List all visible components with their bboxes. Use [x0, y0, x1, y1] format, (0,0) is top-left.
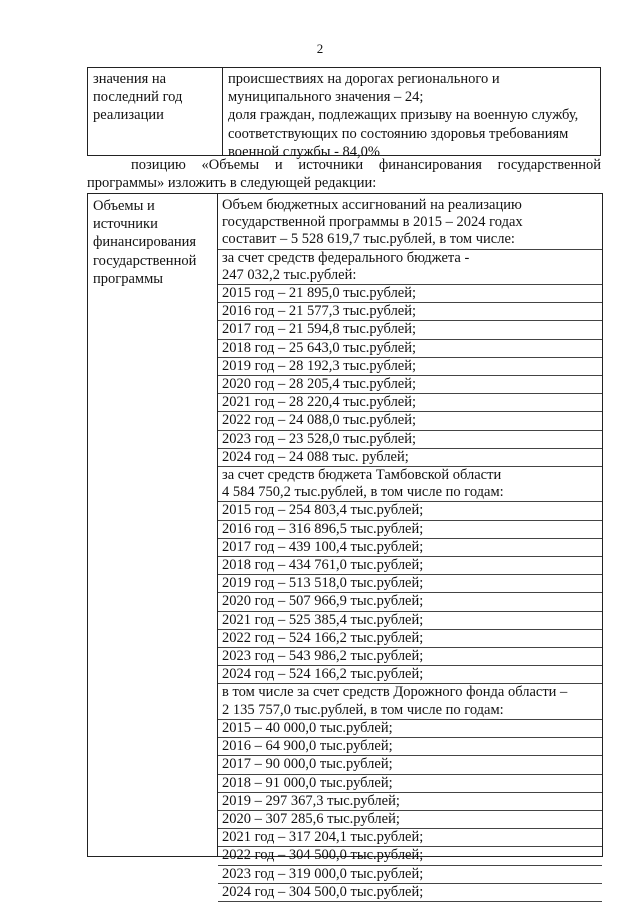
indicator-value-cell	[223, 68, 600, 160]
indicator-value-line: военной службы - 84,0%	[228, 143, 380, 160]
funding-line: 2017 год – 21 594,8 тыс.рублей;	[218, 321, 602, 339]
funding-line: 2020 год – 507 966,9 тыс.рублей;	[218, 593, 602, 611]
funding-line: 4 584 750,2 тыс.рублей, в том числе по годам:	[218, 484, 602, 502]
funding-line: 2023 год – 543 986,2 тыс.рублей;	[218, 648, 602, 666]
indicators-table-fragment	[87, 67, 601, 160]
intro-line-1: позицию «Объемы и источники финансирования государственной	[131, 157, 601, 173]
funding-line: 2019 год – 28 192,3 тыс.рублей;	[218, 358, 602, 376]
funding-label-cell	[88, 194, 218, 856]
funding-line: 2024 год – 304 500,0 тыс.рублей;	[218, 884, 602, 902]
indicator-label-cell	[88, 68, 223, 155]
funding-line: 2024 год – 524 166,2 тыс.рублей;	[218, 666, 602, 684]
funding-line: 2024 год – 24 088 тыс. рублей;	[218, 449, 602, 467]
funding-line: составит – 5 528 619,7 тыс.рублей, в том числе:	[218, 231, 602, 249]
funding-line: 2018 – 91 000,0 тыс.рублей;	[218, 775, 602, 793]
page-number: 2	[316, 41, 324, 56]
funding-line: 2021 год – 525 385,4 тыс.рублей;	[218, 612, 602, 630]
funding-label-line: государственной	[93, 252, 197, 269]
funding-line: 2016 год – 21 577,3 тыс.рублей;	[218, 303, 602, 321]
indicator-label-line: реализации	[93, 107, 164, 124]
funding-line: 2017 – 90 000,0 тыс.рублей;	[218, 756, 602, 774]
funding-line: 2016 год – 316 896,5 тыс.рублей;	[218, 521, 602, 539]
indicator-value-line: происшествиях на дорогах регионального и	[228, 71, 500, 87]
funding-line: 2016 – 64 900,0 тыс.рублей;	[218, 738, 602, 756]
funding-line: государственной программы в 2015 – 2024 годах	[222, 214, 523, 231]
funding-line: 2022 год – 304 500,0 тыс.рублей;	[218, 847, 602, 865]
funding-line: 2 135 757,0 тыс.рублей, в том числе по годам:	[218, 702, 602, 720]
funding-line: Объем бюджетных ассигнований на реализацию	[222, 197, 522, 213]
funding-line: 2022 год – 524 166,2 тыс.рублей;	[218, 630, 602, 648]
funding-line: 2015 год – 21 895,0 тыс.рублей;	[218, 285, 602, 303]
funding-line: 2019 год – 513 518,0 тыс.рублей;	[218, 575, 602, 593]
funding-line: в том числе за счет средств Дорожного фонда области –	[222, 684, 568, 701]
funding-line: 2021 год – 28 220,4 тыс.рублей;	[218, 394, 602, 412]
indicator-value-line: соответствующих по состоянию здоровья требованиям	[228, 125, 569, 142]
funding-line: 2018 год – 25 643,0 тыс.рублей;	[218, 340, 602, 358]
funding-line: 2015 – 40 000,0 тыс.рублей;	[218, 720, 602, 738]
funding-label-line: источники	[93, 216, 158, 233]
indicator-label-line: значения на	[93, 71, 167, 87]
funding-line: 2020 – 307 285,6 тыс.рублей;	[218, 811, 602, 829]
indicator-value-line: муниципального значения – 24;	[228, 89, 424, 106]
intro-paragraph	[87, 156, 601, 192]
intro-line-2: программы» изложить в следующей редакции:	[87, 175, 377, 192]
indicator-value-line: доля граждан, подлежащих призыву на военную службу,	[228, 107, 579, 124]
funding-line: 247 032,2 тыс.рублей:	[218, 267, 602, 285]
funding-line: за счет средств бюджета Тамбовской области	[222, 467, 502, 484]
funding-label-line: Объемы и	[93, 198, 155, 214]
funding-line: 2021 год – 317 204,1 тыс.рублей;	[218, 829, 602, 847]
funding-label-line: программы	[93, 270, 163, 287]
funding-line: 2017 год – 439 100,4 тыс.рублей;	[218, 539, 602, 557]
funding-table	[87, 193, 603, 900]
funding-line: 2023 год – 23 528,0 тыс.рублей;	[218, 431, 602, 449]
funding-line: за счет средств федерального бюджета -	[222, 249, 470, 266]
funding-line: 2023 год – 319 000,0 тыс.рублей;	[218, 866, 602, 884]
funding-line: 2015 год – 254 803,4 тыс.рублей;	[218, 502, 602, 520]
funding-label-line: финансирования	[93, 234, 197, 251]
funding-line: 2018 год – 434 761,0 тыс.рублей;	[218, 557, 602, 575]
indicator-label-line: последний год	[93, 89, 183, 106]
funding-value-cell	[218, 194, 602, 900]
funding-line: 2020 год – 28 205,4 тыс.рублей;	[218, 376, 602, 394]
funding-line: 2022 год – 24 088,0 тыс.рублей;	[218, 412, 602, 430]
funding-line: 2019 – 297 367,3 тыс.рублей;	[218, 793, 602, 811]
